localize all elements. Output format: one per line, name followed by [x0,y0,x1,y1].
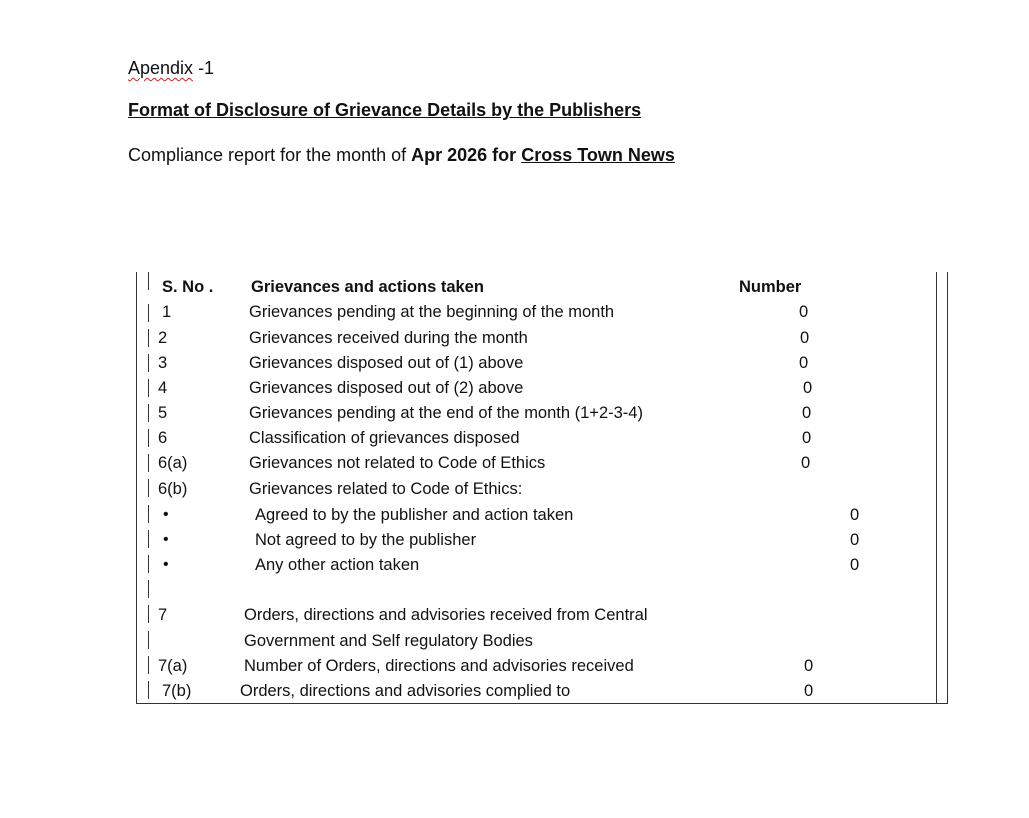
row-sno: 5 [158,404,168,422]
row-rule [148,479,149,497]
appendix-number: -1 [193,58,215,78]
row-rule [148,681,149,699]
row-description: Grievances received during the month [249,329,528,347]
row-rule [148,631,149,649]
row-rule [936,354,937,372]
row-description: Grievances related to Code of Ethics: [249,480,523,498]
bullet-marker: • [163,531,169,548]
row-value: 0 [800,329,810,347]
row-value: 0 [802,404,812,422]
bullet-description: Not agreed to by the publisher [255,531,477,549]
row-rule [936,429,937,447]
section7-description-line2: Government and Self regulatory Bodies [244,632,533,650]
row-sno: 1 [162,303,172,321]
row-value: 0 [804,657,814,675]
row-rule [936,656,937,674]
row-sno: 6 [158,429,168,447]
row-sno: 2 [158,329,168,347]
row-rule [936,479,937,497]
row-rule [148,404,149,422]
bullet-value: 0 [850,531,860,549]
row-value: 0 [802,429,812,447]
row-sno: 3 [158,354,168,372]
row-value: 0 [799,354,809,372]
column-header-number: Number [739,278,802,296]
row-rule [148,379,149,397]
row-rule [936,580,937,598]
row-rule [936,530,937,548]
row-rule [148,329,149,347]
bullet-description: Agreed to by the publisher and action taken [255,506,574,524]
publisher-name: Cross Town News [521,145,675,165]
row-rule [936,605,937,623]
row-description: Grievances pending at the end of the month (1+2-3-4) [249,404,643,422]
row-rule [148,304,149,322]
bullet-description: Any other action taken [255,556,420,574]
row-value: 0 [801,454,811,472]
appendix-word: Apendix [128,58,194,78]
row-value: 0 [803,379,813,397]
bullet-marker: • [163,506,169,523]
row-description: Orders, directions and advisories complied to [240,682,571,700]
row-sno: 7(a) [158,657,188,675]
column-header-description: Grievances and actions taken [251,278,484,296]
row-rule [936,631,937,649]
row-rule [148,354,149,372]
row-rule [936,555,937,573]
row-rule [148,505,149,523]
row-description: Grievances disposed out of (2) above [249,379,524,397]
row-rule [148,656,149,674]
row-sno: 6(a) [158,454,188,472]
row-rule [936,404,937,422]
document-title: Format of Disclosure of Grievance Details by the Publishers [128,100,642,120]
row-rule [936,454,937,472]
section7-sno: 7 [158,606,168,624]
row-rule [936,329,937,347]
row-value: 0 [804,682,814,700]
report-month: Apr 2026 for [411,145,517,165]
row-description: Number of Orders, directions and advisories received [244,657,634,675]
bullet-marker: • [163,556,169,573]
row-rule [148,580,149,598]
row-description: Grievances disposed out of (1) above [249,354,524,372]
row-rule [148,605,149,623]
row-rule [148,555,149,573]
appendix-label [128,58,214,79]
row-sno: 4 [158,379,168,397]
report-line [128,145,675,166]
bullet-value: 0 [850,506,860,524]
row-rule [936,505,937,523]
row-sno: 7(b) [162,682,192,700]
section7-description-line1: Orders, directions and advisories received from Central [244,606,648,624]
row-description: Grievances pending at the beginning of the month [249,303,615,321]
row-rule [936,304,937,322]
row-value: 0 [799,303,809,321]
row-rule [936,379,937,397]
row-sno: 6(b) [158,480,188,498]
column-header-sno: S. No . [162,278,214,296]
bullet-value: 0 [850,556,860,574]
left-column-rule [148,272,149,290]
row-rule [148,530,149,548]
row-description: Classification of grievances disposed [249,429,520,447]
row-rule [936,681,937,699]
report-prefix: Compliance report for the month of [128,145,412,165]
row-description: Grievances not related to Code of Ethics [249,454,546,472]
row-rule [148,454,149,472]
row-rule [148,429,149,447]
